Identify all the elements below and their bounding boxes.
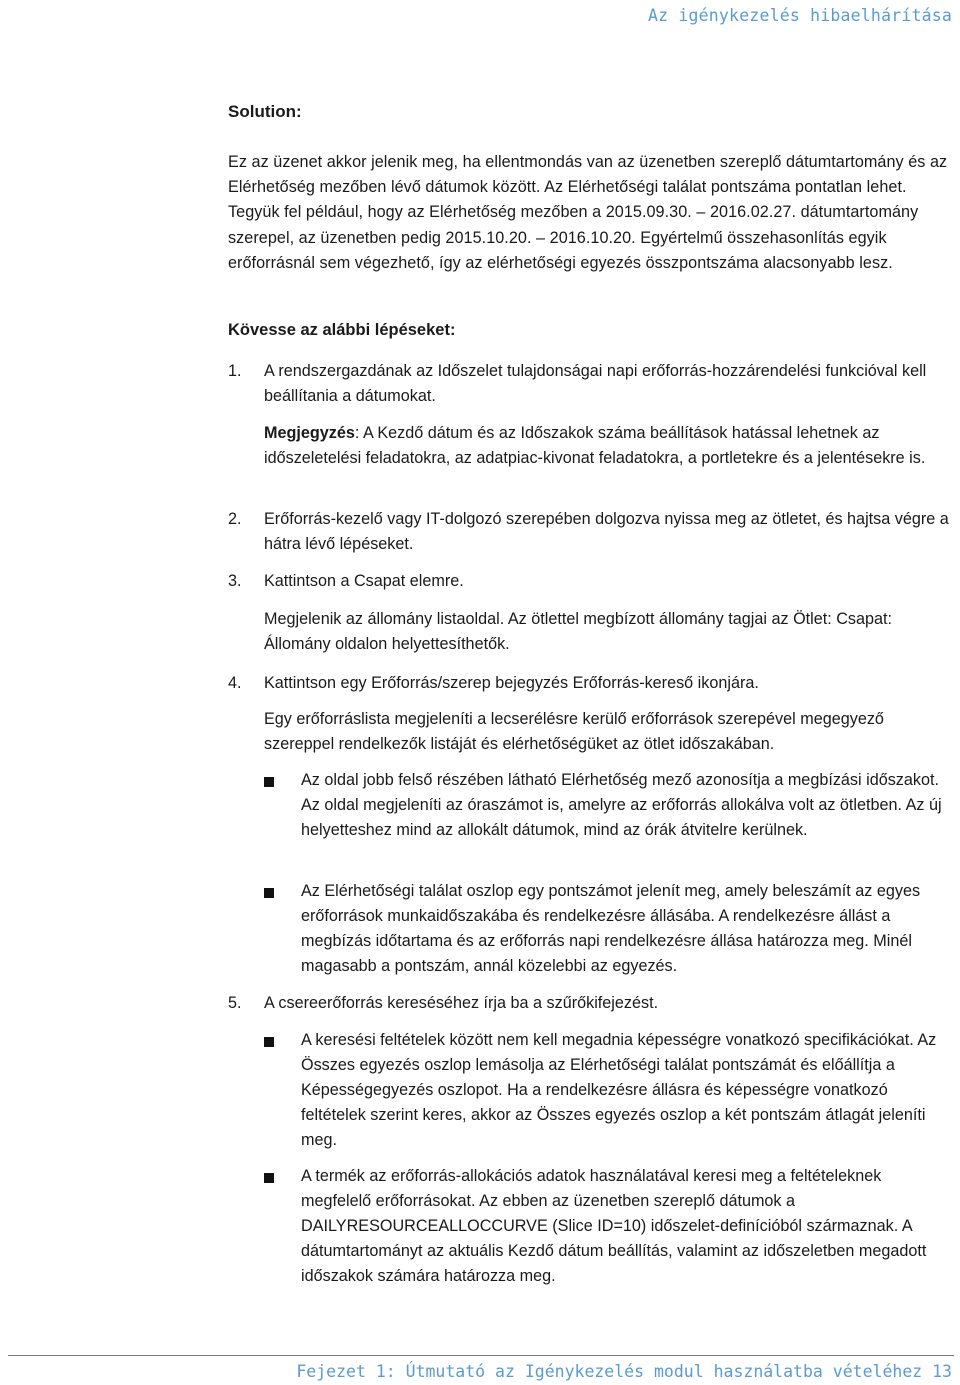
bullet-text: Az Elérhetőségi találat oszlop egy pontszámot jelenít meg, amely beleszámít az egyes erőforrások munkaidőszakába és rendelkezésre állásába. A rendelkezésre állást a megbízás időtartama és az erőforrás napi rendelkezésre állása határozza meg. Minél magasabb a pontszám, annál közelebbi az egyezés.: [301, 882, 921, 975]
steps-heading: Kövesse az alábbi lépéseket:: [228, 321, 456, 339]
footer-divider: [8, 1355, 954, 1356]
step-number: 3.: [228, 572, 242, 590]
running-header-title: Az igénykezelés hibaelhárítása: [647, 6, 952, 25]
step-detail-paragraph: Megjelenik az állomány listaoldal. Az ötlettel megbízott állomány tagjai az Ötlet: Csapat: Állomány oldalon helyettesíthetők.: [264, 610, 893, 653]
bullet-text: A termék az erőforrás-allokációs adatok használatával keresi meg a feltételeknek megfelelő erőforrásokat. Az ebben az üzenetben szereplő dátumok a DAILYRESOURCEALLOCCURVE (Slice ID=10) időszelet-definícióból származnak. A dátumtartományt az aktuális Kezdő dátum beállítás, valamint az időszeletben megadott időszakok számára határozza meg.: [301, 1167, 927, 1285]
solution-intro-paragraph: Ez az üzenet akkor jelenik meg, ha ellentmondás van az üzenetben szereplő dátumtartomány és az Elérhetőség mezőben lévő dátumok között. Az Elérhetőségi találat pontszáma pontatlan lehet. Tegyük fel például, hogy az Elérhetőség mezőben a 2015.09.30. – 2016.02.27. dátumtartomány szerepel, az üzenetben pedig 2015.10.20. – 2016.10.20. Egyértelmű összehasonlítás egyik erőforrásnál sem végezhető, így az elérhetőségi egyezés összpontszáma alacsonyabb lesz.: [228, 153, 948, 272]
square-bullet-icon: [264, 1037, 274, 1047]
solution-heading: Solution:: [228, 102, 302, 121]
note-paragraph: [264, 421, 954, 471]
step-text: A rendszergazdának az Időszelet tulajdonságai napi erőforrás-hozzárendelési funkcióval kell beállítania a dátumokat.: [264, 362, 927, 405]
step-text: A csereerőforrás kereséséhez írja ba a szűrőkifejezést.: [264, 994, 659, 1012]
step-number: 1.: [228, 362, 242, 380]
step-detail-paragraph: Egy erőforráslista megjeleníti a lecserélésre kerülő erőforrások szerepével megegyező szereppel rendelkezők listáját és elérhetőségüket az ötlet időszakában.: [264, 710, 884, 753]
square-bullet-icon: [264, 777, 274, 787]
bullet-text: Az oldal jobb felső részében látható Elérhetőség mező azonosítja a megbízási időszakot. Az oldal megjeleníti az óraszámot is, amelyre az erőforrás allokálva volt az ötletben. Az új helyetteshez mind az allokált dátumok, mind az órák átvitelre kerülnek.: [301, 771, 942, 839]
step-number: 4.: [228, 674, 242, 692]
step-text: Kattintson egy Erőforrás/szerep bejegyzés Erőforrás-kereső ikonjára.: [264, 674, 759, 692]
bullet-text: A keresési feltételek között nem kell megadnia képességre vonatkozó specifikációkat. Az Összes egyezés oszlop lemásolja az Elérhetőségi találat pontszámát és előállítja a Képességegyezés oszlopot. Ha a rendelkezésre állásra és képességre vonatkozó feltételek szerint keres, akkor az Összes egyezés oszlop a két pontszám átlagát jeleníti meg.: [301, 1031, 937, 1149]
step-number: 2.: [228, 510, 242, 528]
square-bullet-icon: [264, 888, 274, 898]
note-label: Megjegyzés: [264, 424, 355, 442]
step-text: Erőforrás-kezelő vagy IT-dolgozó szerepében dolgozva nyissa meg az ötletet, és hajtsa végre a hátra lévő lépéseket.: [264, 510, 949, 553]
footer-chapter-and-page: Fejezet 1: Útmutató az Igénykezelés modul használatba vételéhez 13: [296, 1362, 952, 1381]
square-bullet-icon: [264, 1173, 274, 1183]
step-text: Kattintson a Csapat elemre.: [264, 572, 464, 590]
note-text: : A Kezdő dátum és az Időszakok száma beállítások hatással lehetnek az időszeletelési feladatokra, az adatpiac-kivonat feladatokra, a portletekre és a jelentésekre is.: [264, 424, 926, 467]
step-number: 5.: [228, 994, 242, 1012]
